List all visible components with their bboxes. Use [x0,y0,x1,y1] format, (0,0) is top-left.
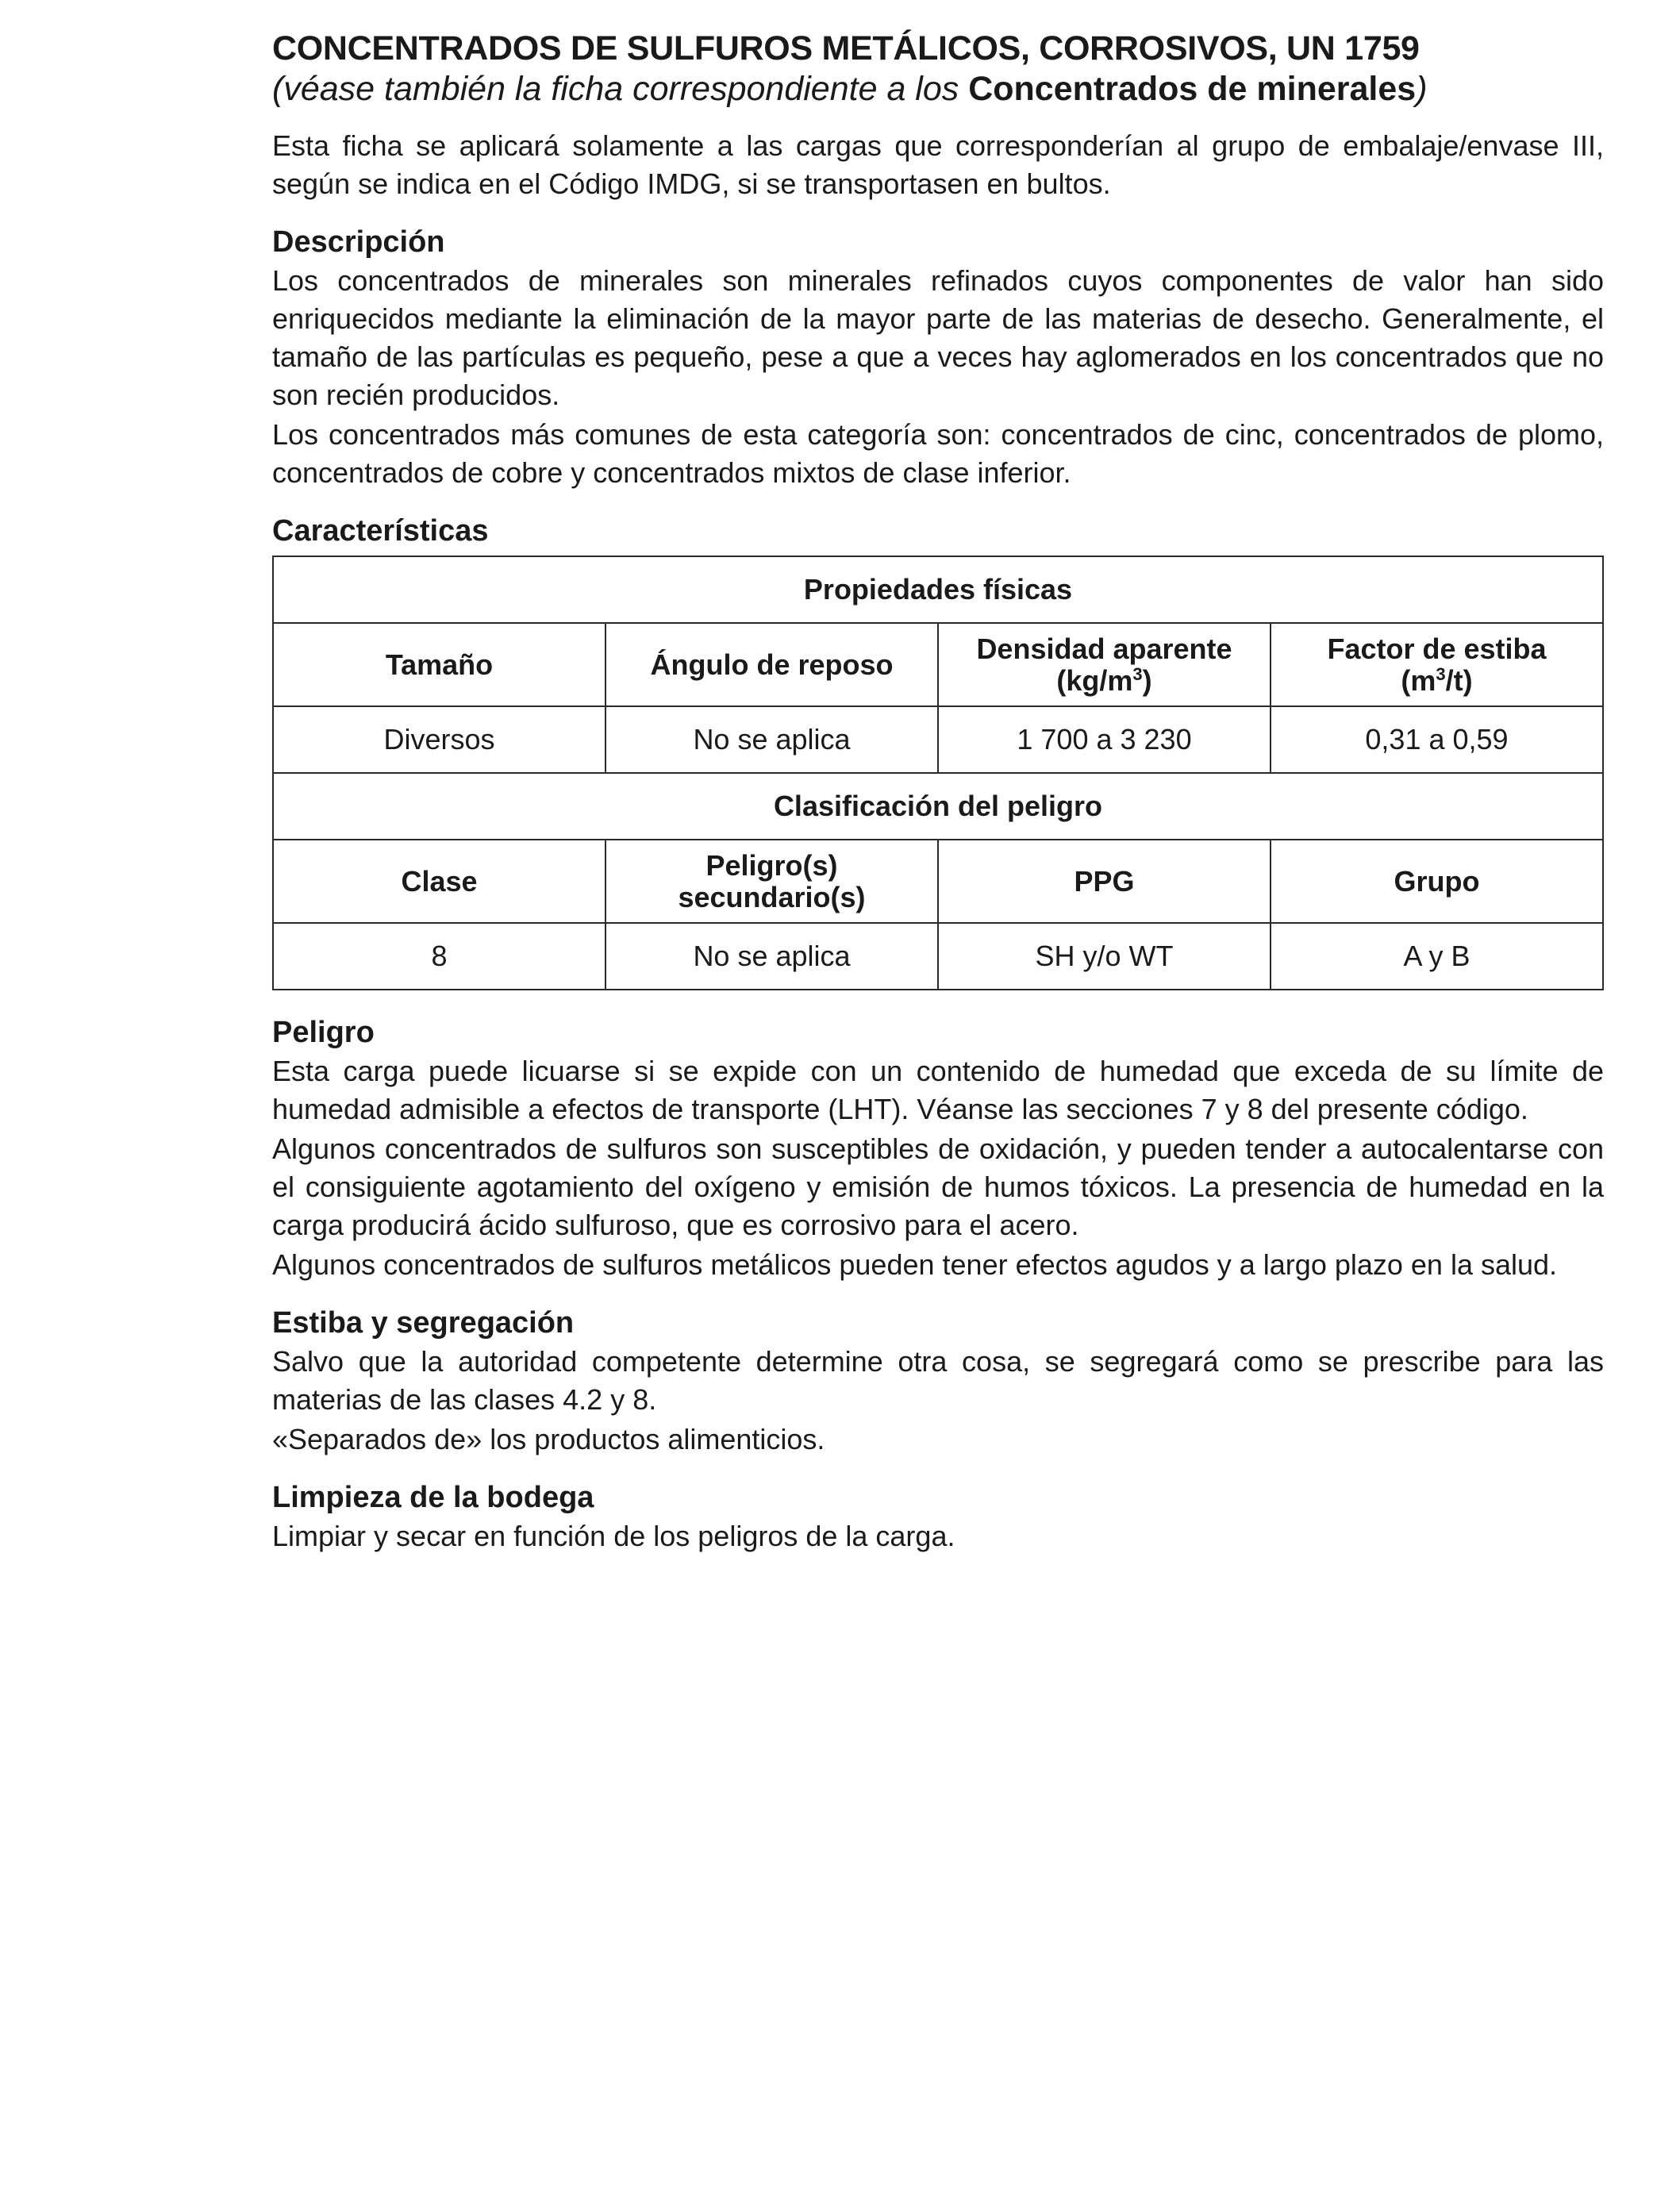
cell-stowage-factor: 0,31 a 0,59 [1271,706,1603,773]
page-subtitle [272,68,1604,110]
section-peligro [272,1013,1604,1284]
subtitle-italic-close: ) [1416,70,1428,108]
unit-text: ) [1142,663,1152,697]
unit-text: (m [1401,663,1436,697]
section-limpieza [272,1478,1604,1555]
unit-exponent: 3 [1436,663,1446,684]
section-body-limpieza [272,1517,1604,1555]
descripcion-paragraph: Los concentrados de minerales son minerales refinados cuyos componentes de valor han sido enriquecidos mediante la eliminación de la mayor parte de las materias de desecho. Generalmente, el tamaño de las partículas es pequeño, pese a que a veces hay aglomerados en los concentrados que no son recién producidos. [272,264,1604,411]
col-header-class: Clase [273,840,605,923]
unit-text: /t) [1445,663,1473,697]
peligro-paragraph: Esta carga puede licuarse si se expide con un contenido de humedad que exceda de su límite de humedad admisible a efectos de transporte (LHT). Véanse las secciones 7 y 8 del presente código. [272,1055,1604,1125]
hazard-classification-header: Clasificación del peligro [273,773,1603,840]
bulk-density-unit [1056,664,1151,697]
table-header-row-physical [273,623,1603,706]
table-group-row-physical [273,556,1603,623]
estiba-paragraph: Salvo que la autoridad competente determine otra cosa, se segregará como se prescribe para las materias de las clases 4.2 y 8. [272,1345,1604,1416]
col-header-angle-of-repose: Ángulo de reposo [605,623,938,706]
cell-class: 8 [273,923,605,990]
section-heading-peligro: Peligro [272,1016,375,1049]
col-header-stowage-factor [1271,623,1603,706]
descripcion-paragraph: Los concentrados más comunes de esta categoría son: concentrados de cinc, concentrados de plomo, concentrados de cobre y concentrados mixtos de clase inferior. [272,418,1604,489]
table-group-row-hazard [273,773,1603,840]
cell-size: Diversos [273,706,605,773]
bulk-density-label: Densidad aparente [976,632,1232,665]
cell-secondary-hazards: No se aplica [605,923,938,990]
col-header-secondary-hazards [605,840,938,923]
physical-properties-header: Propiedades físicas [273,556,1603,623]
unit-exponent: 3 [1132,663,1143,684]
section-body-estiba [272,1343,1604,1459]
col-header-group: Grupo [1271,840,1603,923]
table-row-physical-values [273,706,1603,773]
limpieza-paragraph: Limpiar y secar en función de los peligros de la carga. [272,1520,955,1552]
unit-text: (kg/m [1056,663,1133,697]
table-row-hazard-values [273,923,1603,990]
section-heading-caracteristicas: Características [272,514,489,548]
section-heading-estiba: Estiba y segregación [272,1306,575,1340]
col-header-bulk-density [938,623,1271,706]
peligro-paragraph: Algunos concentrados de sulfuros son susceptibles de oxidación, y pueden tender a autocalentarse con el consiguiente agotamiento del oxígeno y emisión de humos tóxicos. La presencia de humedad en la carga producirá ácido sulfuroso, que es corrosivo para el acero. [272,1132,1604,1241]
secondary-hazards-line2: secundario(s) [678,880,866,913]
characteristics-table [272,556,1604,990]
section-heading-limpieza: Limpieza de la bodega [272,1481,594,1514]
col-header-size: Tamaño [273,623,605,706]
section-caracteristicas [272,511,1604,990]
stowage-factor-label: Factor de estiba [1327,632,1547,665]
page-title: CONCENTRADOS DE SULFUROS METÁLICOS, CORROSIVOS, UN 1759 [272,29,1420,67]
secondary-hazards-line1: Peligro(s) [705,848,838,882]
subtitle-italic-open: (véase también la ficha correspondiente a los [272,70,969,108]
intro-paragraph: Esta ficha se aplicará solamente a las cargas que corresponderían al grupo de embalaje/envase III, según se indica en el Código IMDG, si se transportasen en bultos. [272,129,1604,200]
cell-bulk-density: 1 700 a 3 230 [938,706,1271,773]
subtitle-cross-reference: Concentrados de minerales [968,70,1417,108]
estiba-paragraph: «Separados de» los productos alimenticios. [272,1423,825,1455]
stowage-factor-unit [1401,664,1472,697]
table-header-row-hazard [273,840,1603,923]
cargo-schedule-page [272,29,1604,1555]
section-descripcion [272,222,1604,492]
section-estiba [272,1303,1604,1459]
section-body-descripcion [272,262,1604,492]
cell-angle-of-repose: No se aplica [605,706,938,773]
cell-group: A y B [1271,923,1603,990]
cell-mhb: SH y/o WT [938,923,1271,990]
section-body-peligro [272,1052,1604,1284]
col-header-mhb: PPG [938,840,1271,923]
section-heading-descripcion: Descripción [272,225,445,259]
peligro-paragraph: Algunos concentrados de sulfuros metálicos pueden tener efectos agudos y a largo plazo en la salud. [272,1248,1558,1281]
